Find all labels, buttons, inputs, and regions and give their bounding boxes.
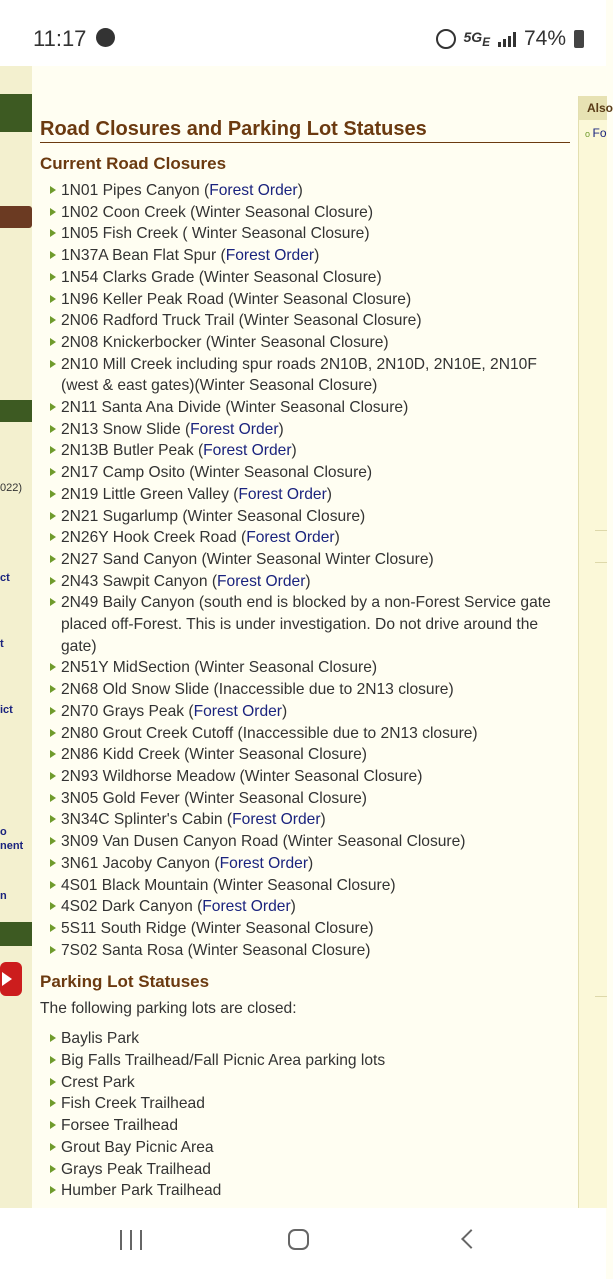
network-label: 5G [463,29,483,46]
road-closure-item [40,419,570,441]
road-closure-text: 1N54 Clarks Grade (Winter Seasonal Closure) [61,268,382,286]
network-indicator [464,29,490,49]
road-closure-item [40,592,570,657]
forest-order-link[interactable]: Forest Order [225,247,315,265]
road-closure-text: 2N11 Santa Ana Divide (Winter Seasonal Closure) [61,399,409,417]
forest-order-link[interactable]: Forest Order [217,572,306,590]
road-closure-text: 3N61 Jacoby Canyon ( [61,854,220,872]
road-closure-item [40,657,570,679]
road-closure-item [40,766,570,788]
forest-order-link[interactable]: Forest Order [246,529,335,547]
status-icons [436,27,585,51]
left-nav-link[interactable]: n [0,890,7,902]
road-closure-item [40,549,570,571]
forest-order-link[interactable]: Forest Order [219,854,309,872]
forest-order-link[interactable]: Forest Order [209,182,298,199]
road-closure-item [40,440,570,462]
battery-percent: 74% [523,27,566,50]
forest-order-link[interactable]: Forest Order [193,702,282,720]
left-nav-link[interactable]: nent [0,840,24,852]
left-nav-button[interactable] [0,206,32,228]
road-closure-item [40,223,570,245]
clock: 11:17 [33,26,87,51]
road-closure-text: 2N68 Old Snow Slide (Inaccessible due to 2N13 closure) [61,681,454,699]
parking-heading: Parking Lot Statuses [40,972,210,992]
road-closure-item [40,896,570,918]
parking-lot-item: Humber Park Trailhead [40,1180,570,1202]
road-closure-text-end: ) [334,529,340,547]
road-closure-text-end: ) [291,442,297,460]
road-closure-item [40,918,570,940]
road-closure-text: 2N93 Wildhorse Meadow (Winter Seasonal Closure) [61,767,423,785]
youtube-icon[interactable] [0,962,22,996]
road-closure-item [40,853,570,875]
road-closure-text: 2N13B Butler Peak ( [61,442,204,460]
left-nav-fragment: 022) [0,482,23,494]
right-sidebar-link[interactable]: o Fo [585,126,607,140]
road-closure-item [40,679,570,701]
back-button[interactable] [461,1229,481,1249]
road-closure-item [40,701,570,723]
road-closure-item [40,397,570,419]
parking-lot-item: Grays Peak Trailhead [40,1159,570,1181]
road-closure-item [40,788,570,810]
road-closure-text: 2N86 Kidd Creek (Winter Seasonal Closure) [61,746,367,764]
road-closure-item [40,267,570,289]
road-closure-text-end: ) [314,247,320,265]
road-closure-text: 2N51Y MidSection (Winter Seasonal Closure) [61,659,378,677]
parking-lot-list [40,1028,570,1202]
road-closure-text: 2N21 Sugarlump (Winter Seasonal Closure) [61,507,366,525]
road-closure-item [40,354,570,397]
road-closure-text: 2N08 Knickerbocker (Winter Seasonal Closure) [61,333,389,351]
home-button[interactable] [288,1229,309,1250]
parking-lot-item: Big Falls Trailhead/Fall Picnic Area parking lots [40,1050,570,1072]
road-closure-text-end: ) [305,572,311,590]
road-closure-text: 4S02 Dark Canyon ( [61,898,203,916]
road-closure-item [40,180,570,202]
forest-order-link[interactable]: Forest Order [232,811,321,829]
recent-apps-button[interactable] [120,1230,142,1250]
road-closure-text: 2N43 Sawpit Canyon ( [61,572,218,590]
left-nav-link[interactable]: ct [0,572,10,584]
road-closure-item [40,744,570,766]
road-closure-text: 2N49 Baily Canyon (south end is blocked by a non-Forest Service gate placed off-Forest. This is under investigation. Do not drive around the gate) [61,594,551,655]
road-closure-text: 1N05 Fish Creek ( Winter Seasonal Closure) [61,225,370,243]
left-nav-link[interactable]: o [0,826,7,838]
road-closure-text-end: ) [320,811,326,829]
road-closure-item [40,462,570,484]
web-page [0,66,613,1208]
battery-icon [574,30,584,48]
road-closure-item [40,875,570,897]
left-nav-link[interactable]: t [0,638,4,650]
road-closure-text-end: ) [326,485,332,503]
road-closure-item [40,332,570,354]
left-nav-header [0,94,32,132]
road-closure-text: 2N19 Little Green Valley ( [61,485,239,503]
road-closure-text-end: ) [308,854,314,872]
right-sidebar-header: Also [579,96,607,120]
road-closure-item [40,723,570,745]
page-title: Road Closures and Parking Lot Statuses [40,118,570,143]
road-closure-item [40,527,570,549]
road-closure-text: 1N37A Bean Flat Spur ( [61,247,226,265]
parking-lead: The following parking lots are closed: [40,1000,297,1018]
alarm-icon [436,29,456,49]
status-bar [0,0,606,66]
left-nav-section-bar [0,922,32,946]
signal-icon [498,31,516,47]
road-closure-text: 3N09 Van Dusen Canyon Road (Winter Seasonal Closure) [61,833,466,851]
road-closure-item [40,245,570,267]
road-closure-text: 2N70 Grays Peak ( [61,702,194,720]
road-closure-item [40,202,570,224]
road-closure-item [40,809,570,831]
road-closure-text: 2N10 Mill Creek including spur roads 2N10B, 2N10D, 2N10E, 2N10F (west & east gates)(Winter Seasonal Closure) [61,355,537,395]
road-closures-heading: Current Road Closures [40,154,227,173]
road-closure-text: 5S11 South Ridge (Winter Seasonal Closure) [61,919,374,937]
road-closure-text-end: ) [282,702,288,720]
road-closure-item [40,484,570,506]
road-closure-text: 1N02 Coon Creek (Winter Seasonal Closure) [61,203,374,221]
left-nav-section-bar [0,400,32,422]
road-closures-list [40,180,570,961]
road-closure-text: 2N26Y Hook Creek Road ( [61,529,247,547]
sync-icon [96,28,115,47]
road-closure-item [40,506,570,528]
forest-order-link[interactable]: Forest Order [202,898,291,916]
road-closure-text: 4S01 Black Mountain (Winter Seasonal Closure) [61,876,396,894]
forest-order-link[interactable]: Forest Order [238,485,327,503]
parking-lot-item: Grout Bay Picnic Area [40,1137,570,1159]
network-sub: E [482,35,490,49]
road-closure-text: 2N27 Sand Canyon (Winter Seasonal Winter Closure) [61,550,434,568]
road-closure-text: 2N17 Camp Osito (Winter Seasonal Closure) [61,464,373,482]
main-content [40,118,570,1202]
road-closure-text: 2N80 Grout Creek Cutoff (Inaccessible due to 2N13 closure) [61,724,478,742]
road-closure-text-end: ) [290,898,296,916]
forest-order-link[interactable]: Forest Order [203,442,292,460]
parking-lot-item: Baylis Park [40,1028,570,1050]
right-sidebar-link-text: Fo [592,126,607,140]
right-sidebar [578,96,613,1208]
divider [595,996,607,997]
road-closure-item [40,831,570,853]
road-closure-item [40,289,570,311]
road-closure-item [40,940,570,962]
road-closure-text: 2N13 Snow Slide ( [61,420,191,438]
road-closure-text: 2N06 Radford Truck Trail (Winter Seasonal Closure) [61,312,422,330]
road-closure-item [40,310,570,332]
road-closure-item [40,571,570,593]
road-closure-text: 3N05 Gold Fever (Winter Seasonal Closure) [61,789,367,807]
road-closure-text: 3N34C Splinter's Cabin ( [61,811,233,829]
divider [595,530,607,531]
parking-lot-item: Crest Park [40,1072,570,1094]
road-closure-text: 1N01 Pipes Canyon ( [61,182,210,199]
road-closure-text-end: ) [278,420,284,438]
road-closure-text: 1N96 Keller Peak Road (Winter Seasonal Closure) [61,290,412,308]
divider [595,562,607,563]
road-closure-text-end: ) [297,182,303,199]
parking-lot-item: Fish Creek Trailhead [40,1093,570,1115]
parking-lot-item: Forsee Trailhead [40,1115,570,1137]
android-nav-bar [0,1208,606,1279]
left-nav [0,66,32,1208]
left-nav-link[interactable]: ict [0,704,13,716]
road-closure-text: 7S02 Santa Rosa (Winter Seasonal Closure) [61,941,371,959]
forest-order-link[interactable]: Forest Order [190,420,279,438]
